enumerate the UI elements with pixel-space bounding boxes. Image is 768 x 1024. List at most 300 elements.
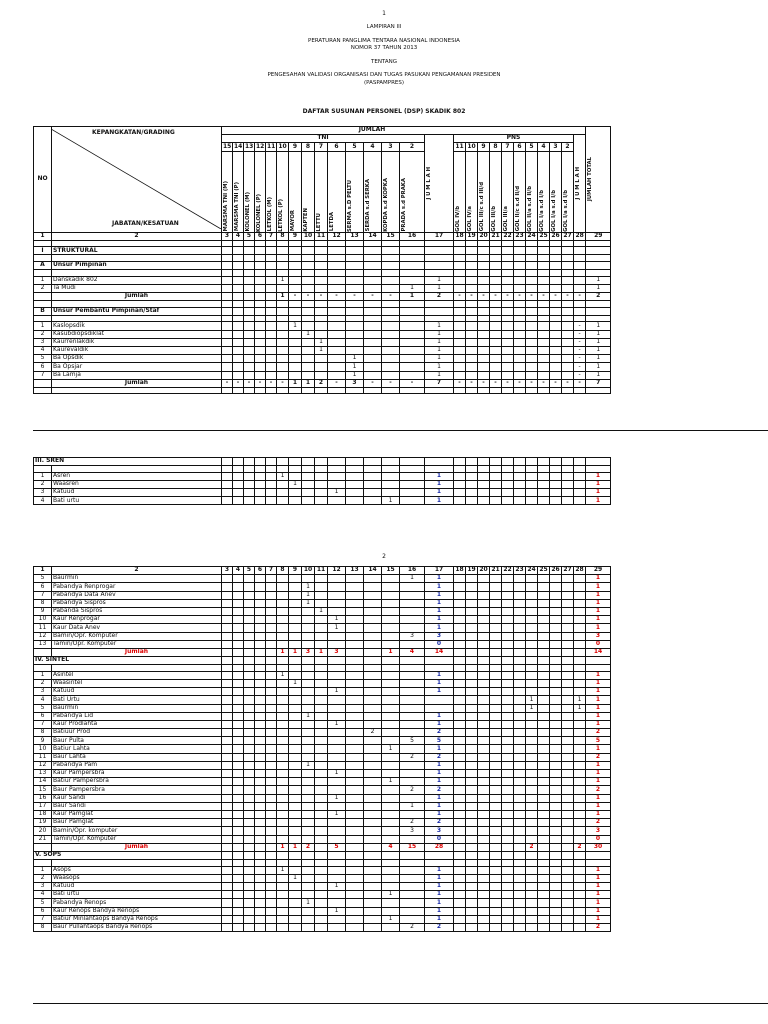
table-cell: [538, 648, 550, 656]
table-cell: [289, 696, 302, 704]
table-cell: [266, 899, 277, 907]
table-cell: [255, 696, 266, 704]
table-cell: [502, 472, 514, 480]
table-cell: [315, 827, 328, 835]
table-cell: [328, 778, 346, 786]
table-cell: 25: [539, 232, 548, 239]
table-cell: [255, 729, 266, 737]
table-cell: [244, 583, 255, 591]
table-cell: [514, 729, 526, 737]
table-cell: [538, 753, 550, 761]
table-cell: 1: [425, 330, 454, 338]
table-cell: [514, 810, 526, 818]
table-cell: [222, 778, 233, 786]
row-number: 6: [34, 712, 52, 720]
table-cell: [562, 737, 574, 745]
table-cell: [514, 907, 526, 915]
table-cell: [490, 899, 502, 907]
table-cell: 3: [346, 379, 364, 387]
row-label: Kaur Renops Bandya Renops: [52, 907, 222, 915]
table-cell: [466, 899, 478, 907]
table-cell: [382, 583, 400, 591]
table-cell: [255, 688, 266, 696]
table-cell: [244, 819, 255, 827]
row-number: 1: [34, 866, 52, 874]
table-cell: [364, 737, 382, 745]
table-cell: [346, 696, 364, 704]
table-cell: 1: [425, 616, 454, 624]
table-cell: [302, 915, 315, 923]
row-number: [34, 648, 52, 656]
table-cell: [526, 835, 538, 843]
row-number: 20: [34, 827, 52, 835]
table-cell: [289, 624, 302, 632]
table-cell: [454, 575, 466, 583]
row-label: Baur Pullahtaops Bandya Renops: [52, 923, 222, 931]
table-cell: [526, 907, 538, 915]
table-cell: [346, 704, 364, 712]
table-cell: [454, 261, 466, 269]
table-cell: [346, 671, 364, 679]
row-label: Baur Sandi: [52, 802, 222, 810]
table-cell: [222, 827, 233, 835]
table-row: [34, 472, 611, 480]
table-cell: [302, 607, 315, 615]
table-cell: [514, 591, 526, 599]
row-number: [34, 387, 52, 394]
row-label: Batiuur Prod: [52, 729, 222, 737]
table-cell: [266, 688, 277, 696]
table-cell: [490, 874, 502, 882]
table-cell: [244, 387, 255, 394]
table-cell: [364, 882, 382, 890]
row-number: 2: [34, 874, 52, 882]
table-cell: -: [574, 322, 586, 330]
tni-rank-cell: [255, 151, 266, 232]
table-cell: [562, 480, 574, 488]
page-number-1: 1: [382, 10, 386, 17]
table-cell: [244, 770, 255, 778]
table-cell: 29: [586, 567, 611, 575]
table-cell: [233, 338, 244, 346]
table-cell: [233, 810, 244, 818]
table-cell: [514, 640, 526, 648]
table-cell: [328, 307, 346, 315]
row-number: 3: [34, 338, 52, 346]
table-cell: [277, 899, 289, 907]
table-cell: [346, 794, 364, 802]
table-cell: [266, 247, 277, 255]
table-cell: [244, 284, 255, 292]
table-cell: 0: [586, 835, 611, 843]
table-cell: [222, 607, 233, 615]
table-cell: [514, 607, 526, 615]
pns-grade-code: 2: [562, 143, 574, 151]
table-cell: [490, 770, 502, 778]
table-cell: 1: [586, 583, 611, 591]
table-cell: [550, 737, 562, 745]
table-cell: [400, 745, 425, 753]
table-cell: [302, 307, 315, 315]
table-cell: [233, 827, 244, 835]
table-cell: [562, 843, 574, 851]
table-cell: [244, 907, 255, 915]
table-cell: [574, 632, 586, 640]
table-cell: [466, 355, 478, 363]
table-cell: [550, 843, 562, 851]
table-cell: [562, 778, 574, 786]
table-cell: [454, 907, 466, 915]
table-cell: [466, 891, 478, 899]
table-cell: [233, 472, 244, 480]
table-row: [34, 696, 611, 704]
tni-rank-cell: [328, 151, 346, 232]
table-cell: [302, 640, 315, 648]
pns-grade-cell: [562, 151, 574, 232]
table-cell: [289, 632, 302, 640]
table-cell: 5: [400, 737, 425, 745]
table-cell: 1: [425, 338, 454, 346]
table-cell: [490, 679, 502, 687]
table-cell: 1: [425, 346, 454, 354]
table-cell: [277, 363, 289, 371]
table-cell: [502, 835, 514, 843]
table-cell: [478, 640, 490, 648]
table-cell: 1: [277, 671, 289, 679]
table-cell: [277, 827, 289, 835]
table-cell: [289, 907, 302, 915]
table-cell: [454, 891, 466, 899]
table-cell: [502, 737, 514, 745]
table-cell: [222, 458, 233, 466]
table-cell: [562, 371, 574, 379]
table-cell: [233, 322, 244, 330]
table-cell: [400, 346, 425, 354]
table-cell: [550, 591, 562, 599]
table-cell: 1: [328, 907, 346, 915]
table-cell: [364, 874, 382, 882]
table-cell: [454, 874, 466, 882]
table-cell: [255, 261, 266, 269]
table-cell: [550, 338, 562, 346]
table-cell: [550, 794, 562, 802]
row-label: Kaur Pamglat: [52, 810, 222, 818]
table-cell: 1: [425, 497, 454, 505]
table-cell: [550, 632, 562, 640]
table-cell: 7: [266, 232, 277, 240]
table-cell: 1: [302, 583, 315, 591]
table-cell: [490, 458, 502, 466]
table-cell: [315, 891, 328, 899]
table-cell: [328, 497, 346, 505]
row-number: 7: [34, 915, 52, 923]
table-cell: [550, 247, 562, 255]
pns-grade-code: 3: [550, 143, 562, 151]
table-cell: [574, 648, 586, 656]
table-cell: -: [550, 379, 562, 387]
row-label: Tamin/Opr. Komputer: [52, 640, 222, 648]
header-line: PERATURAN PANGLIMA TENTARA NASIONAL INDONESIA: [308, 37, 460, 44]
table-cell: [400, 624, 425, 632]
table-cell: [233, 704, 244, 712]
pns-grade-cell: [526, 151, 538, 232]
table-cell: [315, 866, 328, 874]
table-row: [34, 624, 611, 632]
table-row: [34, 745, 611, 753]
table-cell: -: [538, 293, 550, 301]
table-cell: [562, 276, 574, 284]
table-cell: [315, 284, 328, 292]
table-cell: 1: [586, 480, 611, 488]
table-cell: [346, 810, 364, 818]
table-cell: 2: [400, 819, 425, 827]
table-cell: [574, 770, 586, 778]
table-cell: [478, 346, 490, 354]
table-cell: [364, 599, 382, 607]
table-cell: [277, 284, 289, 292]
table-cell: [382, 899, 400, 907]
table-cell: 1: [586, 575, 611, 583]
table-cell: [538, 355, 550, 363]
table-cell: [502, 355, 514, 363]
table-cell: [466, 745, 478, 753]
table-cell: [255, 338, 266, 346]
table-cell: [222, 688, 233, 696]
row-label: Batiur Pampersbra: [52, 778, 222, 786]
table-cell: [550, 915, 562, 923]
table-cell: [222, 704, 233, 712]
table-cell: [538, 835, 550, 843]
table-cell: [400, 247, 425, 255]
table-cell: [562, 671, 574, 679]
table-cell: [244, 827, 255, 835]
table-cell: 1: [425, 778, 454, 786]
table-cell: [277, 489, 289, 497]
table-cell: [244, 657, 255, 665]
table-cell: [244, 802, 255, 810]
table-cell: [222, 874, 233, 882]
table-cell: [490, 284, 502, 292]
table-cell: [364, 786, 382, 794]
table-cell: [233, 284, 244, 292]
table-cell: [538, 616, 550, 624]
table-cell: [425, 696, 454, 704]
table-cell: [302, 729, 315, 737]
table-cell: [277, 819, 289, 827]
table-cell: [538, 882, 550, 890]
table-cell: 2: [586, 753, 611, 761]
table-cell: 13: [346, 567, 364, 575]
table-row: [34, 679, 611, 687]
table-cell: [514, 307, 526, 315]
table-cell: 17: [425, 232, 454, 240]
table-cell: [222, 915, 233, 923]
tni-rank-label: SERMA s.D PELTU: [347, 179, 353, 232]
table-cell: [466, 583, 478, 591]
table-cell: [233, 261, 244, 269]
table-cell: [364, 810, 382, 818]
table-row: [34, 753, 611, 761]
table-cell: [244, 874, 255, 882]
table-cell: [244, 786, 255, 794]
table-cell: [266, 770, 277, 778]
table-cell: [562, 899, 574, 907]
table-cell: [255, 745, 266, 753]
table-cell: [478, 874, 490, 882]
table-cell: [315, 591, 328, 599]
table-cell: -: [574, 293, 586, 301]
page-number-2: 2: [382, 553, 386, 560]
table-cell: 2: [364, 729, 382, 737]
table-cell: [400, 497, 425, 505]
table-cell: [302, 874, 315, 882]
tni-header: TNI: [222, 135, 425, 143]
table-cell: [289, 284, 302, 292]
table-cell: [346, 575, 364, 583]
table-cell: [454, 583, 466, 591]
table-cell: [255, 480, 266, 488]
table-cell: [526, 247, 538, 255]
pns-grade-code: 6: [514, 143, 526, 151]
table-cell: [562, 851, 574, 859]
table-cell: [466, 778, 478, 786]
row-label: Waasintel: [52, 679, 222, 687]
table-cell: [315, 489, 328, 497]
table-cell: [382, 261, 400, 269]
table-cell: [315, 794, 328, 802]
table-cell: [277, 761, 289, 769]
table-cell: [454, 599, 466, 607]
table-cell: 27: [563, 566, 572, 574]
table-cell: [233, 293, 244, 301]
table-cell: 1: [586, 696, 611, 704]
table-cell: [277, 737, 289, 745]
table-cell: [538, 480, 550, 488]
tni-grade-code: 9: [289, 143, 302, 151]
table-cell: 1: [289, 648, 302, 656]
table-cell: [364, 851, 382, 859]
table-cell: [302, 489, 315, 497]
table-cell: [222, 899, 233, 907]
table-cell: [514, 679, 526, 687]
table-cell: [574, 753, 586, 761]
table-cell: [382, 387, 400, 394]
table-cell: [562, 363, 574, 371]
header-line: TENTANG: [370, 58, 398, 65]
table-cell: [315, 688, 328, 696]
table-cell: [266, 835, 277, 843]
table-cell: [233, 497, 244, 505]
table-cell: [289, 786, 302, 794]
table-cell: -: [454, 379, 466, 387]
table-row: [34, 330, 611, 338]
table-cell: [538, 607, 550, 615]
table-cell: [315, 810, 328, 818]
table-cell: [382, 346, 400, 354]
table-cell: [514, 338, 526, 346]
table-cell: [328, 330, 346, 338]
table-cell: [514, 330, 526, 338]
table-cell: [222, 696, 233, 704]
table-cell: 6: [255, 567, 266, 575]
table-cell: [400, 599, 425, 607]
table-cell: [586, 387, 611, 394]
table-cell: [466, 915, 478, 923]
table-cell: [514, 480, 526, 488]
pns-grade-cell: [466, 151, 478, 232]
table-cell: [255, 770, 266, 778]
table-row: [34, 657, 611, 665]
table-cell: [255, 583, 266, 591]
table-cell: [233, 696, 244, 704]
table-cell: [346, 891, 364, 899]
table-cell: [255, 575, 266, 583]
table-cell: [289, 489, 302, 497]
table-cell: [289, 657, 302, 665]
table-cell: [244, 696, 255, 704]
table-cell: [382, 923, 400, 931]
table-cell: [466, 387, 478, 394]
table-cell: [315, 899, 328, 907]
table-cell: [315, 616, 328, 624]
table-cell: [490, 688, 502, 696]
table-cell: 21: [491, 232, 500, 239]
table-cell: 1: [328, 720, 346, 728]
pns-grade-label: GOL I/a s.d I/b: [551, 189, 557, 232]
table-cell: -: [562, 379, 574, 387]
table-cell: [454, 346, 466, 354]
table-cell: [574, 599, 586, 607]
table-cell: [454, 761, 466, 769]
table-cell: [255, 284, 266, 292]
table-cell: [244, 866, 255, 874]
table-cell: [526, 338, 538, 346]
table-cell: 2: [425, 729, 454, 737]
table-cell: [538, 371, 550, 379]
tni-rank-cell: [266, 151, 277, 232]
table-row: [34, 480, 611, 488]
table-cell: [222, 835, 233, 843]
table-cell: [538, 458, 550, 466]
table-cell: [328, 835, 346, 843]
table-cell: [277, 355, 289, 363]
table-cell: [526, 261, 538, 269]
table-cell: [574, 583, 586, 591]
table-cell: [562, 624, 574, 632]
table-cell: 2: [526, 843, 538, 851]
table-cell: [364, 371, 382, 379]
row-label: Baur Pamglat: [52, 819, 222, 827]
table-cell: [255, 802, 266, 810]
table-row: [34, 489, 611, 497]
table-cell: [478, 778, 490, 786]
table-row: [34, 866, 611, 874]
table-cell: [574, 802, 586, 810]
pns-grade-code: 7: [502, 143, 514, 151]
table-cell: [478, 330, 490, 338]
row-number: 17: [34, 802, 52, 810]
table-cell: [478, 827, 490, 835]
table-cell: [382, 874, 400, 882]
table-cell: [562, 261, 574, 269]
table-row: [34, 891, 611, 899]
table-cell: [454, 753, 466, 761]
table-cell: 1: [425, 891, 454, 899]
table-cell: [526, 276, 538, 284]
table-cell: [315, 322, 328, 330]
table-cell: [526, 284, 538, 292]
table-cell: -: [526, 379, 538, 387]
